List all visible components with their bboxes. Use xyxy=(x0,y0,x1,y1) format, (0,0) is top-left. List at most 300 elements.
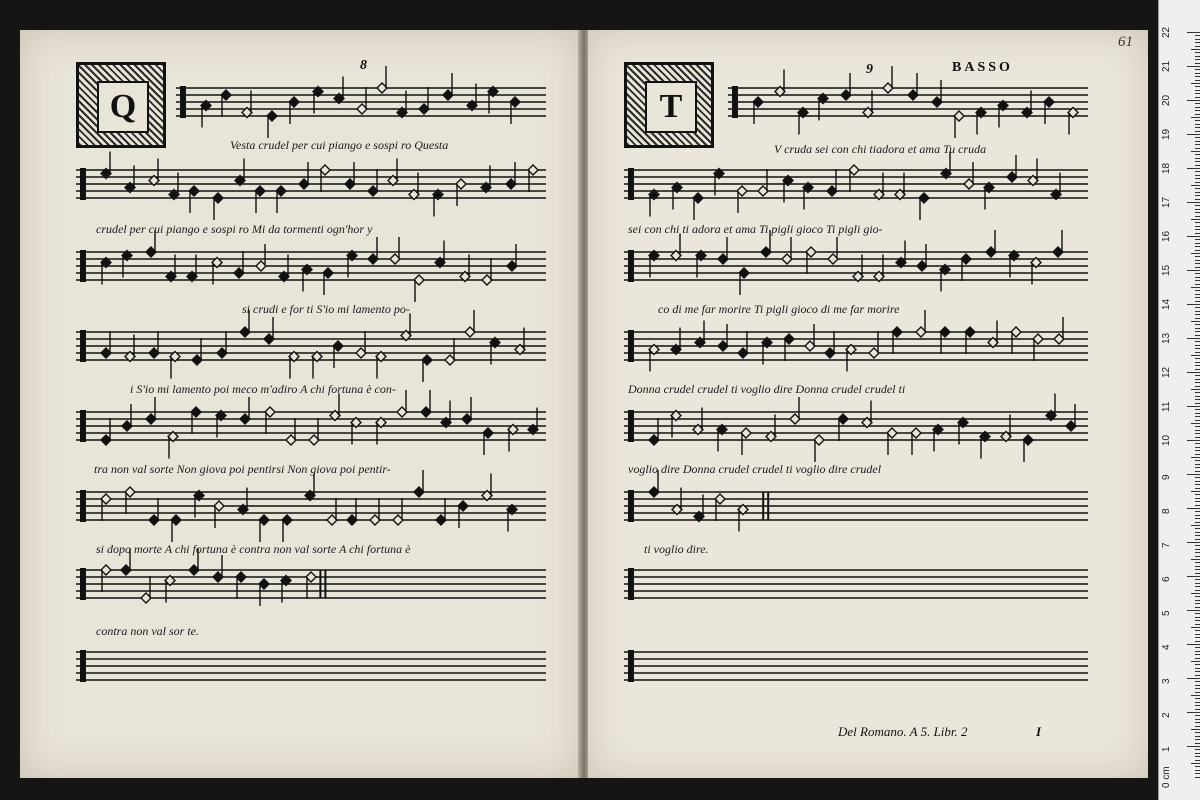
lyric-line-5: tra non val sorte Non giova poi pentirsi Non giova poi pentir- xyxy=(94,462,391,476)
ruler-number: 4 xyxy=(1161,644,1172,650)
music-staff xyxy=(624,152,1088,221)
ruler-minor-tick xyxy=(1191,287,1200,288)
ruler-minor-tick xyxy=(1191,83,1200,84)
music-staff xyxy=(624,470,1088,532)
music-staff xyxy=(624,310,1088,372)
voice-header: BASSO xyxy=(952,60,1013,75)
ruler-minor-tick xyxy=(1195,634,1200,635)
ruler-minor-tick xyxy=(1195,668,1200,669)
ruler-minor-tick xyxy=(1191,117,1200,118)
ruler-minor-tick xyxy=(1195,518,1200,519)
signature-mark: I xyxy=(1036,724,1042,739)
ruler-minor-tick xyxy=(1195,528,1200,529)
ruler-minor-tick xyxy=(1195,637,1200,638)
ruler-minor-tick xyxy=(1195,641,1200,642)
ruler-minor-tick xyxy=(1195,260,1200,261)
ruler-minor-tick xyxy=(1195,307,1200,308)
ruler-minor-tick xyxy=(1195,522,1200,523)
clef-mark xyxy=(180,86,186,118)
ruler-minor-tick xyxy=(1195,692,1200,693)
ruler-minor-tick xyxy=(1191,151,1200,152)
ruler-minor-tick xyxy=(1195,736,1200,737)
ruler-minor-tick xyxy=(1195,209,1200,210)
ruler-minor-tick xyxy=(1195,318,1200,319)
lyric-line-4: Donna crudel crudel ti voglio dire Donna crudel crudel ti xyxy=(628,382,906,396)
ruler-minor-tick xyxy=(1195,658,1200,659)
ruler-minor-tick xyxy=(1195,732,1200,733)
ruler-minor-tick xyxy=(1195,477,1200,478)
ruler-minor-tick xyxy=(1195,76,1200,77)
ruler-tick xyxy=(1187,66,1200,67)
ruler-minor-tick xyxy=(1195,539,1200,540)
ruler-minor-tick xyxy=(1195,341,1200,342)
left-page xyxy=(20,30,580,778)
clef-mark xyxy=(628,490,634,522)
decorated-initial-t xyxy=(624,62,714,148)
ruler-minor-tick xyxy=(1195,199,1200,200)
ruler-minor-tick xyxy=(1195,345,1200,346)
ruler-minor-tick xyxy=(1195,97,1200,98)
ruler-minor-tick xyxy=(1195,290,1200,291)
ruler-tick xyxy=(1187,236,1200,237)
ruler-minor-tick xyxy=(1195,35,1200,36)
clef-mark xyxy=(628,650,634,682)
ruler-minor-tick xyxy=(1195,719,1200,720)
ruler-minor-tick xyxy=(1195,583,1200,584)
clef-mark xyxy=(628,568,634,600)
initial-letter: Q xyxy=(97,81,149,133)
ruler-minor-tick xyxy=(1195,375,1200,376)
ruler-minor-tick xyxy=(1195,39,1200,40)
ruler-tick xyxy=(1187,406,1200,407)
ruler-number: 17 xyxy=(1161,196,1172,208)
lyric-line-3: co di me far morire Ti pigli gioco di me far morire xyxy=(658,302,900,316)
ruler-tick xyxy=(1187,372,1200,373)
ruler-minor-tick xyxy=(1195,114,1200,115)
ruler-tick xyxy=(1187,644,1200,645)
ruler-minor-tick xyxy=(1195,382,1200,383)
lyric-line-7: contra non val sor te. xyxy=(96,624,199,638)
ruler-minor-tick xyxy=(1195,484,1200,485)
ruler-minor-tick xyxy=(1195,154,1200,155)
ruler-minor-tick xyxy=(1195,556,1200,557)
ruler-minor-tick xyxy=(1195,158,1200,159)
clef-mark xyxy=(80,168,86,200)
ruler-minor-tick xyxy=(1195,263,1200,264)
ruler-minor-tick xyxy=(1195,256,1200,257)
ruler-number: 11 xyxy=(1161,401,1172,412)
ruler-minor-tick xyxy=(1195,739,1200,740)
ruler-minor-tick xyxy=(1195,250,1200,251)
ruler-minor-tick xyxy=(1195,420,1200,421)
ruler-number: 16 xyxy=(1161,230,1172,242)
ruler-minor-tick xyxy=(1195,545,1200,546)
ruler-minor-tick xyxy=(1195,63,1200,64)
ruler-minor-tick xyxy=(1191,355,1200,356)
lyric-line-6: si dopo morte A chi fortuna è contra non val sorte A chi fortuna è xyxy=(96,542,411,556)
ruler-minor-tick xyxy=(1195,532,1200,533)
ruler-minor-tick xyxy=(1195,267,1200,268)
ruler-minor-tick xyxy=(1195,773,1200,774)
ruler-tick xyxy=(1187,338,1200,339)
ruler-tick xyxy=(1187,168,1200,169)
ruler-tick xyxy=(1187,32,1200,33)
ruler-minor-tick xyxy=(1195,770,1200,771)
ruler-minor-tick xyxy=(1195,579,1200,580)
ruler-minor-tick xyxy=(1195,396,1200,397)
ruler-minor-tick xyxy=(1191,763,1200,764)
ruler-minor-tick xyxy=(1195,586,1200,587)
ruler-number: 10 xyxy=(1161,434,1172,446)
ruler-minor-tick xyxy=(1191,185,1200,186)
ruler-minor-tick xyxy=(1195,760,1200,761)
ruler-minor-tick xyxy=(1195,273,1200,274)
ruler-minor-tick xyxy=(1195,69,1200,70)
music-staff xyxy=(76,152,546,221)
ruler-minor-tick xyxy=(1195,188,1200,189)
ruler-minor-tick xyxy=(1195,192,1200,193)
ruler-minor-tick xyxy=(1191,559,1200,560)
ruler-minor-tick xyxy=(1195,624,1200,625)
ruler-minor-tick xyxy=(1195,175,1200,176)
lyric-line-6: ti voglio dire. xyxy=(644,542,709,556)
page-footer: Del Romano. A 5. Libr. 2 xyxy=(838,724,968,739)
ruler-minor-tick xyxy=(1195,766,1200,767)
ruler-minor-tick xyxy=(1195,613,1200,614)
initial-letter: T xyxy=(645,81,697,133)
ruler-minor-tick xyxy=(1191,321,1200,322)
ruler-minor-tick xyxy=(1195,42,1200,43)
ruler-minor-tick xyxy=(1191,695,1200,696)
ruler-minor-tick xyxy=(1195,454,1200,455)
ruler-number: 6 xyxy=(1161,576,1172,582)
ruler-minor-tick xyxy=(1195,409,1200,410)
ruler-minor-tick xyxy=(1195,73,1200,74)
ruler-number: 19 xyxy=(1161,128,1172,140)
ruler-minor-tick xyxy=(1195,222,1200,223)
ruler-minor-tick xyxy=(1191,729,1200,730)
ruler-minor-tick xyxy=(1195,681,1200,682)
ruler-minor-tick xyxy=(1195,239,1200,240)
ruler-minor-tick xyxy=(1195,229,1200,230)
ruler-tick xyxy=(1187,270,1200,271)
music-staff xyxy=(76,310,546,382)
ruler-minor-tick xyxy=(1195,348,1200,349)
ruler-minor-tick xyxy=(1195,630,1200,631)
ruler-minor-tick xyxy=(1195,226,1200,227)
ruler-number: 14 xyxy=(1161,298,1172,310)
ruler-minor-tick xyxy=(1195,90,1200,91)
clef-mark xyxy=(628,250,634,282)
ruler-minor-tick xyxy=(1195,386,1200,387)
ruler-minor-tick xyxy=(1195,182,1200,183)
lyric-line-3: si crudi e for ti S'io mi lamento po- xyxy=(242,302,410,316)
ruler-number: 7 xyxy=(1161,542,1172,548)
ruler-minor-tick xyxy=(1195,603,1200,604)
ruler-minor-tick xyxy=(1195,753,1200,754)
ruler-minor-tick xyxy=(1191,423,1200,424)
ruler-minor-tick xyxy=(1195,552,1200,553)
ruler-minor-tick xyxy=(1191,627,1200,628)
ruler-minor-tick xyxy=(1191,457,1200,458)
ruler-minor-tick xyxy=(1195,709,1200,710)
ruler-minor-tick xyxy=(1195,471,1200,472)
ruler-minor-tick xyxy=(1195,515,1200,516)
ruler-minor-tick xyxy=(1191,491,1200,492)
ruler-minor-tick xyxy=(1195,505,1200,506)
ruler-unit-label: 0 cm xyxy=(1161,766,1172,788)
clef-mark xyxy=(628,330,634,362)
ruler-number: 9 xyxy=(1161,474,1172,480)
ruler-minor-tick xyxy=(1195,702,1200,703)
clef-mark xyxy=(80,650,86,682)
page-number: 9 xyxy=(866,62,873,77)
ruler-minor-tick xyxy=(1195,110,1200,111)
ruler-minor-tick xyxy=(1195,596,1200,597)
music-staff xyxy=(76,230,546,302)
ruler-minor-tick xyxy=(1195,127,1200,128)
clef-mark xyxy=(732,86,738,118)
ruler-minor-tick xyxy=(1195,664,1200,665)
music-staff xyxy=(76,470,546,542)
ruler-minor-tick xyxy=(1195,86,1200,87)
ruler-minor-tick xyxy=(1195,195,1200,196)
ruler-number: 21 xyxy=(1161,60,1172,72)
clef-mark xyxy=(80,410,86,442)
ruler-number: 22 xyxy=(1161,26,1172,38)
ruler-minor-tick xyxy=(1195,216,1200,217)
ruler-minor-tick xyxy=(1195,685,1200,686)
ruler-tick xyxy=(1187,712,1200,713)
ruler-minor-tick xyxy=(1195,481,1200,482)
clef-mark xyxy=(628,168,634,200)
ruler-minor-tick xyxy=(1195,52,1200,53)
ruler-minor-tick xyxy=(1195,562,1200,563)
ruler-minor-tick xyxy=(1195,617,1200,618)
ruler-minor-tick xyxy=(1195,600,1200,601)
right-page xyxy=(588,30,1148,778)
ruler-number: 5 xyxy=(1161,610,1172,616)
ruler-tick xyxy=(1187,474,1200,475)
clef-mark xyxy=(80,330,86,362)
ruler-minor-tick xyxy=(1195,362,1200,363)
ruler-minor-tick xyxy=(1195,369,1200,370)
ruler-minor-tick xyxy=(1195,450,1200,451)
ruler-minor-tick xyxy=(1195,280,1200,281)
ruler-minor-tick xyxy=(1195,447,1200,448)
ruler-minor-tick xyxy=(1195,749,1200,750)
ruler-minor-tick xyxy=(1195,498,1200,499)
ruler-minor-tick xyxy=(1195,141,1200,142)
ruler-minor-tick xyxy=(1195,392,1200,393)
ruler-minor-tick xyxy=(1195,165,1200,166)
ruler-minor-tick xyxy=(1191,661,1200,662)
ruler-minor-tick xyxy=(1195,212,1200,213)
ruler-minor-tick xyxy=(1195,148,1200,149)
ruler-minor-tick xyxy=(1195,284,1200,285)
ruler-tick xyxy=(1187,134,1200,135)
ruler-minor-tick xyxy=(1195,93,1200,94)
ruler-minor-tick xyxy=(1195,416,1200,417)
music-staff xyxy=(728,66,1088,138)
ruler-minor-tick xyxy=(1195,246,1200,247)
ruler-minor-tick xyxy=(1195,335,1200,336)
ruler-minor-tick xyxy=(1195,311,1200,312)
ruler-minor-tick xyxy=(1195,705,1200,706)
ruler-minor-tick xyxy=(1195,328,1200,329)
ruler-tick xyxy=(1187,440,1200,441)
ruler-minor-tick xyxy=(1195,573,1200,574)
ruler-minor-tick xyxy=(1195,430,1200,431)
lyric-line-2: crudel per cui piango e sospi ro Mi da tormenti ogn'hor y xyxy=(96,222,373,236)
ruler-minor-tick xyxy=(1195,56,1200,57)
ruler-minor-tick xyxy=(1195,365,1200,366)
ruler-minor-tick xyxy=(1191,389,1200,390)
ruler-minor-tick xyxy=(1195,464,1200,465)
ruler-minor-tick xyxy=(1195,620,1200,621)
music-staff xyxy=(624,650,1088,682)
ruler-number: 8 xyxy=(1161,508,1172,514)
ruler-minor-tick xyxy=(1195,205,1200,206)
ruler-minor-tick xyxy=(1195,243,1200,244)
ruler-minor-tick xyxy=(1195,144,1200,145)
ruler-minor-tick xyxy=(1191,525,1200,526)
ruler-minor-tick xyxy=(1195,715,1200,716)
ruler-minor-tick xyxy=(1195,324,1200,325)
ruler-minor-tick xyxy=(1195,277,1200,278)
ruler-minor-tick xyxy=(1191,219,1200,220)
music-staff xyxy=(76,390,546,459)
clef-mark xyxy=(80,250,86,282)
ruler-minor-tick xyxy=(1195,726,1200,727)
ruler-minor-tick xyxy=(1195,314,1200,315)
ruler-minor-tick xyxy=(1195,178,1200,179)
ruler-minor-tick xyxy=(1195,331,1200,332)
ruler-tick xyxy=(1187,202,1200,203)
ruler-minor-tick xyxy=(1195,294,1200,295)
ruler-tick xyxy=(1187,610,1200,611)
ruler-minor-tick xyxy=(1195,494,1200,495)
ruler-minor-tick xyxy=(1195,743,1200,744)
ruler-number: 1 xyxy=(1161,746,1172,752)
ruler-minor-tick xyxy=(1195,124,1200,125)
ruler-minor-tick xyxy=(1195,590,1200,591)
lyric-line-2: sei con chi ti adora et ama Ti pigli gioco Ti pigli gio- xyxy=(628,222,883,236)
ruler-number: 13 xyxy=(1161,332,1172,344)
page-number: 8 xyxy=(360,58,367,73)
ruler-minor-tick xyxy=(1195,511,1200,512)
ruler-minor-tick xyxy=(1195,569,1200,570)
ruler-minor-tick xyxy=(1195,460,1200,461)
ruler-minor-tick xyxy=(1195,103,1200,104)
ruler-number: 2 xyxy=(1161,712,1172,718)
ruler-minor-tick xyxy=(1191,253,1200,254)
ruler-minor-tick xyxy=(1195,379,1200,380)
lyric-line-5: voglio dire Donna crudel crudel ti voglio dire crudel xyxy=(628,462,882,476)
ruler-minor-tick xyxy=(1195,413,1200,414)
ruler-minor-tick xyxy=(1195,467,1200,468)
ruler-minor-tick xyxy=(1195,131,1200,132)
ruler-minor-tick xyxy=(1195,352,1200,353)
ruler-minor-tick xyxy=(1195,535,1200,536)
ruler-minor-tick xyxy=(1195,137,1200,138)
music-staff xyxy=(624,230,1088,295)
ruler-minor-tick xyxy=(1195,161,1200,162)
ruler-tick xyxy=(1187,508,1200,509)
ruler-minor-tick xyxy=(1195,437,1200,438)
ruler-minor-tick xyxy=(1195,120,1200,121)
ruler-minor-tick xyxy=(1195,399,1200,400)
music-staff xyxy=(76,650,546,682)
ruler-minor-tick xyxy=(1195,651,1200,652)
ruler-number: 12 xyxy=(1161,366,1172,378)
clef-mark xyxy=(628,410,634,442)
lyric-line-4: i S'io mi lamento poi meco m'adiro A chi fortuna è con- xyxy=(130,382,396,396)
ruler-minor-tick xyxy=(1195,501,1200,502)
ruler-minor-tick xyxy=(1195,566,1200,567)
ruler-minor-tick xyxy=(1191,49,1200,50)
ruler-minor-tick xyxy=(1195,426,1200,427)
folio-number: 61 xyxy=(1118,34,1133,50)
ruler-number: 15 xyxy=(1161,264,1172,276)
ruler-minor-tick xyxy=(1195,488,1200,489)
music-staff xyxy=(176,66,546,138)
ruler-tick xyxy=(1187,576,1200,577)
ruler-minor-tick xyxy=(1195,171,1200,172)
ruler-tick xyxy=(1187,746,1200,747)
ruler-minor-tick xyxy=(1195,756,1200,757)
ruler-tick xyxy=(1187,542,1200,543)
ruler-minor-tick xyxy=(1195,675,1200,676)
ruler-minor-tick xyxy=(1195,443,1200,444)
ruler-minor-tick xyxy=(1191,593,1200,594)
clef-mark xyxy=(80,568,86,600)
ruler-minor-tick xyxy=(1195,233,1200,234)
ruler-number: 18 xyxy=(1161,162,1172,174)
ruler-minor-tick xyxy=(1195,698,1200,699)
ruler-number: 20 xyxy=(1161,94,1172,106)
clef-mark xyxy=(80,490,86,522)
ruler-minor-tick xyxy=(1195,607,1200,608)
ruler-minor-tick xyxy=(1195,433,1200,434)
ruler-minor-tick xyxy=(1195,403,1200,404)
lyric-line-1: V cruda sei con chi tiadora et ama Tu cruda xyxy=(774,142,987,156)
ruler-minor-tick xyxy=(1195,46,1200,47)
ruler-minor-tick xyxy=(1195,688,1200,689)
ruler-minor-tick xyxy=(1195,358,1200,359)
music-staff xyxy=(624,394,1088,463)
ruler-tick xyxy=(1187,678,1200,679)
lyric-line-1: Vesta crudel per cui piango e sospi ro Questa xyxy=(230,138,449,152)
ruler-minor-tick xyxy=(1195,297,1200,298)
ruler-minor-tick xyxy=(1195,671,1200,672)
measurement-ruler xyxy=(1158,0,1200,800)
ruler-minor-tick xyxy=(1195,777,1200,778)
ruler-minor-tick xyxy=(1195,107,1200,108)
ruler-minor-tick xyxy=(1195,647,1200,648)
ruler-minor-tick xyxy=(1195,301,1200,302)
ruler-minor-tick xyxy=(1195,549,1200,550)
ruler-tick xyxy=(1187,304,1200,305)
ruler-minor-tick xyxy=(1195,722,1200,723)
music-staff xyxy=(624,568,1088,600)
decorated-initial-q xyxy=(76,62,166,148)
ruler-minor-tick xyxy=(1195,654,1200,655)
ruler-minor-tick xyxy=(1195,59,1200,60)
ruler-number: 3 xyxy=(1161,678,1172,684)
ruler-tick xyxy=(1187,100,1200,101)
ruler-minor-tick xyxy=(1195,80,1200,81)
